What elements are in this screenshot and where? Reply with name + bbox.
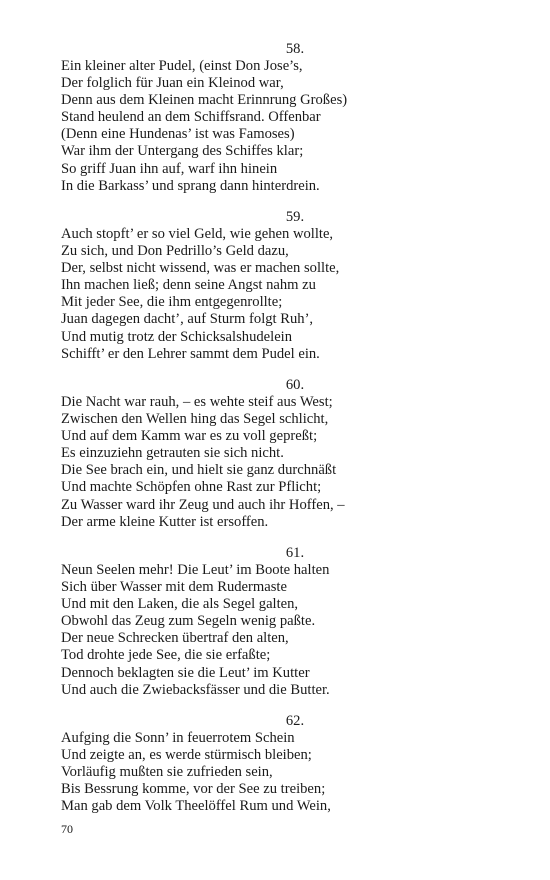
verse-line: (Denn eine Hundenas’ ist was Famoses): [61, 126, 295, 143]
verse-line: Tod drohte jede See, die sie erfaßte;: [61, 647, 271, 664]
page-number: 70: [61, 822, 73, 836]
verse-line: Es einzuziehn getrauten sie sich nicht.: [61, 445, 284, 462]
verse-line: Und mit den Laken, die als Segel galten,: [61, 596, 299, 613]
verse-line: Zu sich, und Don Pedrillo’s Geld dazu,: [61, 243, 289, 260]
stanza-61: [61, 545, 501, 699]
stanza-number: 58.: [285, 41, 305, 57]
verse-line: Aufging die Sonn’ in feuerrotem Schein: [61, 730, 295, 746]
verse-line: Obwohl das Zeug zum Segeln wenig paßte.: [61, 613, 316, 630]
verse-line: Zu Wasser ward ihr Zeug und auch ihr Hoffen, –: [61, 496, 345, 513]
verse-line: Mit jeder See, die ihm entgegenrollte;: [61, 294, 283, 311]
verse-line: Die See brach ein, und hielt sie ganz durchnäßt: [61, 462, 337, 479]
verse-line: Schifft’ er den Lehrer sammt dem Pudel ein.: [61, 345, 320, 362]
stanza-58: [61, 41, 501, 195]
verse-line: Bis Bessrung komme, vor der See zu treiben;: [61, 781, 326, 798]
verse-line: Der folglich für Juan ein Kleinod war,: [61, 75, 284, 92]
stanza-number: 62.: [285, 713, 305, 729]
stanza-62: [61, 713, 501, 815]
verse-line: So griff Juan ihn auf, warf ihn hinein: [61, 160, 278, 177]
verse-line: Sich über Wasser mit dem Rudermaste: [61, 579, 287, 596]
stanza-number: 59.: [285, 209, 305, 225]
verse-line: Ihn machen ließ; denn seine Angst nahm zu: [61, 277, 316, 294]
verse-line: Der, selbst nicht wissend, was er machen sollte,: [61, 260, 340, 277]
verse-line: Juan dagegen dacht’, auf Sturm folgt Ruh’,: [61, 311, 314, 328]
verse-line: Der arme kleine Kutter ist ersoffen.: [61, 513, 269, 530]
verse-line: Stand heulend an dem Schiffsrand. Offenbar: [61, 109, 321, 126]
verse-line: Und auch die Zwiebacksfässer und die Butter.: [61, 681, 330, 698]
verse-line: Zwischen den Wellen hing das Segel schlicht,: [61, 411, 329, 428]
verse-line: In die Barkass’ und sprang dann hinterdrein.: [61, 177, 320, 194]
stanza-59: [61, 209, 501, 363]
verse-line: Der neue Schrecken übertraf den alten,: [61, 630, 289, 647]
verse-line: Und machte Schöpfen ohne Rast zur Pflicht;: [61, 479, 322, 496]
stanza-60: [61, 377, 501, 531]
verse-line: Und mutig trotz der Schicksalshudelein: [61, 328, 293, 345]
stanza-number: 61.: [285, 545, 305, 561]
verse-line: Dennoch beklagten sie die Leut’ im Kutter: [61, 664, 310, 681]
verse-line: Die Nacht war rauh, – es wehte steif aus West;: [61, 394, 333, 410]
stanza-number: 60.: [285, 377, 305, 393]
verse-line: Man gab dem Volk Theelöffel Rum und Wein,: [61, 798, 331, 815]
verse-line: Und auf dem Kamm war es zu voll gepreßt;: [61, 428, 318, 445]
verse-line: Neun Seelen mehr! Die Leut’ im Boote halten: [61, 562, 330, 578]
verse-line: Ein kleiner alter Pudel, (einst Don Jose’s,: [61, 58, 303, 74]
verse-line: Und zeigte an, es werde stürmisch bleiben;: [61, 747, 312, 764]
verse-line: Auch stopft’ er so viel Geld, wie gehen wollte,: [61, 226, 334, 242]
verse-line: War ihm der Untergang des Schiffes klar;: [61, 143, 304, 160]
verse-line: Denn aus dem Kleinen macht Erinnrung Großes): [61, 92, 348, 109]
verse-line: Vorläufig mußten sie zufrieden sein,: [61, 764, 273, 781]
